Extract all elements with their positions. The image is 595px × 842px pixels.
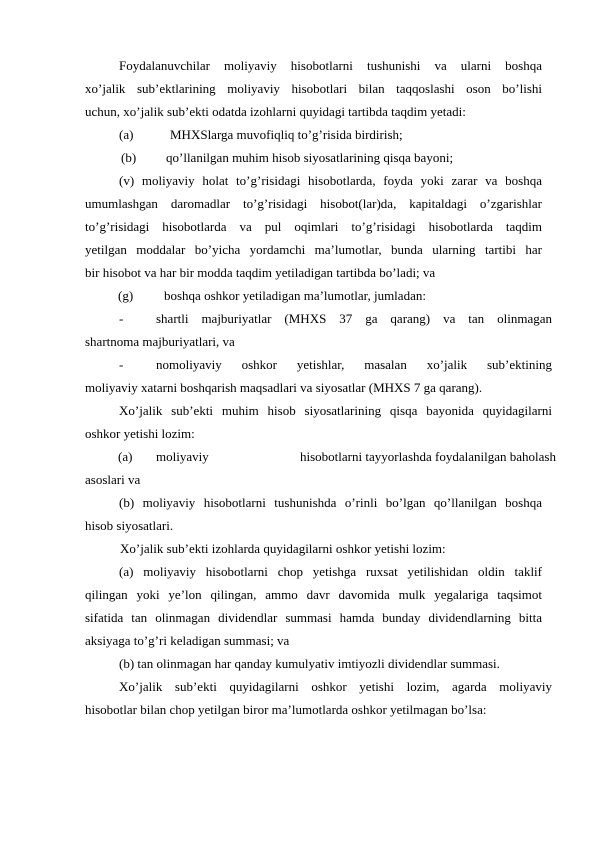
list-item-text: hisobotlarni tayyorlashda foydalanilgan baholash bbox=[300, 449, 556, 464]
paragraph-line: (b) tan olinmagan har qanday kumulyativ imtiyozli dividendlar summasi. bbox=[119, 656, 500, 671]
list-item-text: MHXSlarga muvofiqliq to’g’risida birdirish; bbox=[170, 127, 403, 142]
paragraph-line: qilingan yoki ye’lon qilingan, ammo davr davomida mulk yegalariga taqsimot bbox=[85, 587, 542, 602]
paragraph-line: shartnoma majburiyatlari, va bbox=[85, 334, 235, 349]
dash-marker: - bbox=[119, 311, 124, 326]
paragraph-line: yetilgan moddalar bo’yicha yordamchi ma’lumotlar, bunda ularning tartibi har bbox=[85, 242, 542, 257]
paragraph-line: Xo’jalik sub’ekti muhim hisob siyosatlarining qisqa bayonida quyidagilarni bbox=[119, 403, 552, 418]
paragraph-line: oshkor yetishi lozim: bbox=[85, 426, 195, 441]
paragraph-line: hisobotlar bilan chop yetilgan biror ma’lumotlarda oshkor yetilmagan bo’lsa: bbox=[85, 702, 487, 717]
paragraph-line: bir hisobot va har bir modda taqdim yetiladigan tartibda bo’ladi; va bbox=[85, 265, 436, 280]
list-marker: (g) bbox=[118, 288, 134, 303]
paragraph-line: to’g’risidagi hisobotlarda va pul oqimlari to’g’risidagi hisobotlarda taqdim bbox=[85, 219, 542, 234]
list-marker: (b) bbox=[121, 150, 137, 165]
dash-marker: - bbox=[119, 357, 124, 372]
paragraph-line: Foydalanuvchilar moliyaviy hisobotlarni tushunishi va ularni boshqa bbox=[119, 58, 542, 73]
list-item-text: qo’llanilgan muhim hisob siyosatlarining qisqa bayoni; bbox=[166, 150, 454, 165]
paragraph-line: (v) moliyaviy holat to’g’risidagi hisobotlarda, foyda yoki zarar va boshqa bbox=[119, 173, 542, 188]
paragraph-line: aksiyaga to’g’ri keladigan summasi; va bbox=[85, 633, 290, 648]
paragraph-line: Xo’jalik sub’ekti quyidagilarni oshkor yetishi lozim, agarda moliyaviy bbox=[119, 679, 552, 694]
paragraph-line: nomoliyaviy oshkor yetishlar, masalan xo’jalik sub’ektining bbox=[156, 357, 552, 372]
paragraph-line: xo’jalik sub’ektlarining moliyaviy hisobotlari bilan taqqoslashi oson bo’lishi bbox=[85, 81, 542, 96]
list-item-text: boshqa oshkor yetiladigan ma’lumotlar, jumladan: bbox=[164, 288, 426, 303]
list-marker: (a) bbox=[118, 449, 133, 464]
paragraph-line: uchun, xo’jalik sub’ekti odatda izohlarni quyidagi tartibda taqdim yetadi: bbox=[85, 104, 466, 119]
list-marker: (a) bbox=[119, 127, 134, 142]
paragraph-line: shartli majburiyatlar (MHXS 37 ga qarang) va tan olinmagan bbox=[156, 311, 552, 326]
list-item-text: moliyaviy bbox=[156, 449, 209, 464]
paragraph-line: umumlashgan daromadlar to’g’risidagi hisobot(lar)da, kapitaldagi o’zgarishlar bbox=[85, 196, 542, 211]
paragraph-line: (a) moliyaviy hisobotlarni chop yetishga ruxsat yetilishidan oldin taklif bbox=[119, 564, 542, 579]
paragraph-line: (b) moliyaviy hisobotlarni tushunishda o’rinli bo’lgan qo’llanilgan boshqa bbox=[119, 495, 542, 510]
paragraph-line: Xo’jalik sub’ekti izohlarda quyidagilarni oshkor yetishi lozim: bbox=[120, 541, 446, 556]
paragraph-line: moliyaviy xatarni boshqarish maqsadlari va siyosatlar (MHXS 7 ga qarang). bbox=[85, 380, 483, 395]
paragraph-line: sifatida tan olinmagan dividendlar summasi hamda bunday dividendlarning bitta bbox=[85, 610, 542, 625]
paragraph-line: asoslari va bbox=[85, 472, 141, 487]
paragraph-line: hisob siyosatlari. bbox=[85, 518, 174, 533]
